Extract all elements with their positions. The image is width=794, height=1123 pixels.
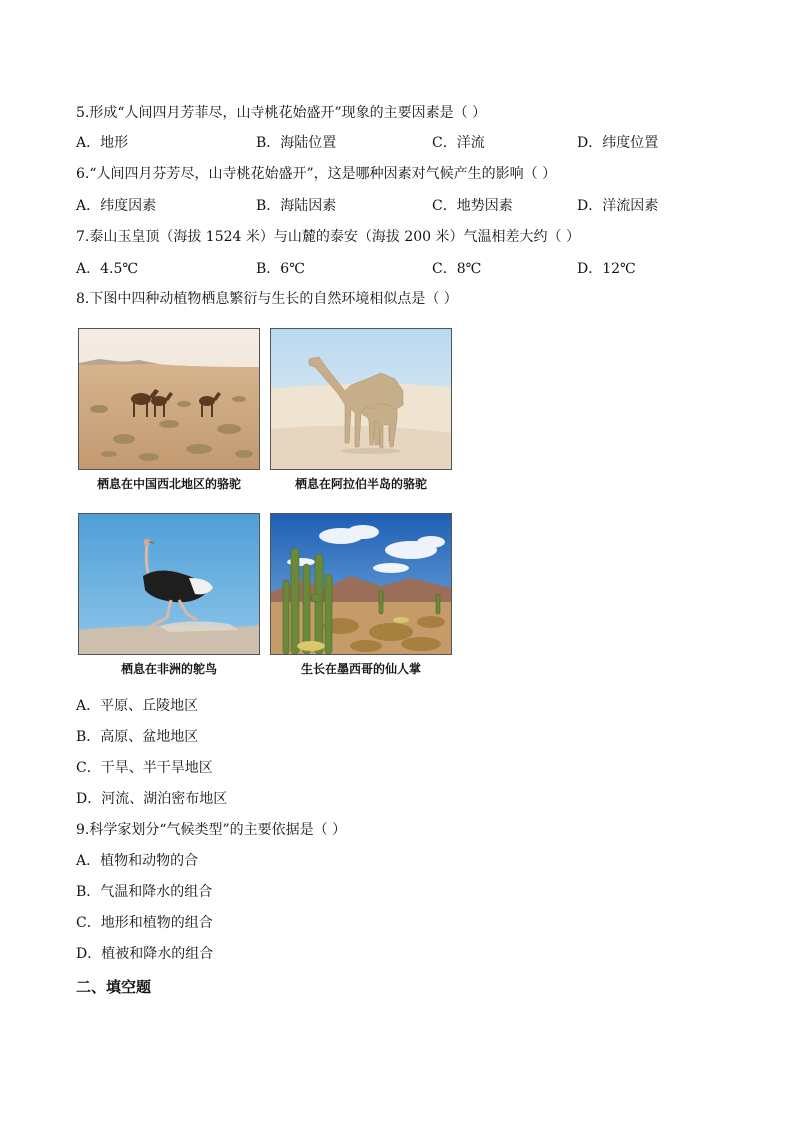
figure-caption-cactus-mexico: 生长在墨西哥的仙人掌: [300, 662, 421, 676]
question-9-stem: 9.科学家划分“气候类型”的主要依据是（ ）: [76, 822, 347, 838]
figure-cactus-mexico: [270, 513, 452, 677]
figure-caption-ostrich-africa: 栖息在非洲的鸵鸟: [120, 662, 217, 676]
figure-camels-arabia: [270, 328, 452, 492]
question-7-option-a: A．4.5℃: [76, 261, 139, 277]
figure-camels-china: [78, 328, 260, 492]
question-7-option-d: D．12℃: [577, 261, 636, 277]
question-9-option-b: B．气温和降水的组合: [76, 884, 213, 900]
figure-caption-camels-china: 栖息在中国西北地区的骆驼: [96, 477, 241, 491]
figure-ostrich-africa: [78, 513, 260, 677]
question-5-option-c: C．洋流: [432, 135, 485, 151]
question-8-stem: 8.下图中四种动植物栖息繁衍与生长的自然环境相似点是（ ）: [76, 291, 458, 307]
question-9-option-d: D．植被和降水的组合: [76, 946, 214, 962]
cactus-image: [270, 513, 452, 655]
question-8-option-d: D．河流、湖泊密布地区: [76, 791, 228, 807]
question-9-option-a: A．植物和动物的合: [76, 853, 199, 869]
question-9-option-c: C．地形和植物的组合: [76, 915, 213, 931]
question-6-option-b: B．海陆因素: [256, 198, 337, 214]
question-6-option-d: D．洋流因素: [577, 198, 659, 214]
question-5-option-b: B．海陆位置: [256, 135, 337, 151]
question-5-stem: 5.形成“人间四月芳菲尽，山寺桃花始盛开”现象的主要因素是（ ）: [76, 105, 487, 121]
question-6-option-a: A．纬度因素: [76, 198, 157, 214]
arabian-camel-image: [270, 328, 452, 470]
question-7-option-b: B．6℃: [256, 261, 305, 277]
question-6-stem: 6.“人间四月芬芳尽，山寺桃花始盛开”，这是哪种因素对气候产生的影响（ ）: [76, 166, 557, 182]
question-8-option-b: B．高原、盆地地区: [76, 729, 199, 745]
question-6-option-c: C．地势因素: [432, 198, 513, 214]
figure-caption-camels-arabia: 栖息在阿拉伯半岛的骆驼: [294, 477, 427, 491]
question-5-option-a: A．地形: [76, 135, 129, 151]
question-7-option-c: C．8℃: [432, 261, 482, 277]
section-title-fill-blank: 二、填空题: [76, 978, 152, 996]
question-5-option-d: D．纬度位置: [577, 135, 659, 151]
ostrich-image: [78, 513, 260, 655]
question-7-stem: 7.泰山玉皇顶（海拔 1524 米）与山麓的泰安（海拔 200 米）气温相差大约（ ）: [76, 229, 580, 245]
question-8-option-a: A．平原、丘陵地区: [76, 698, 199, 714]
desert-camels-image: [78, 328, 260, 470]
question-8-option-c: C．干旱、半干旱地区: [76, 760, 213, 776]
